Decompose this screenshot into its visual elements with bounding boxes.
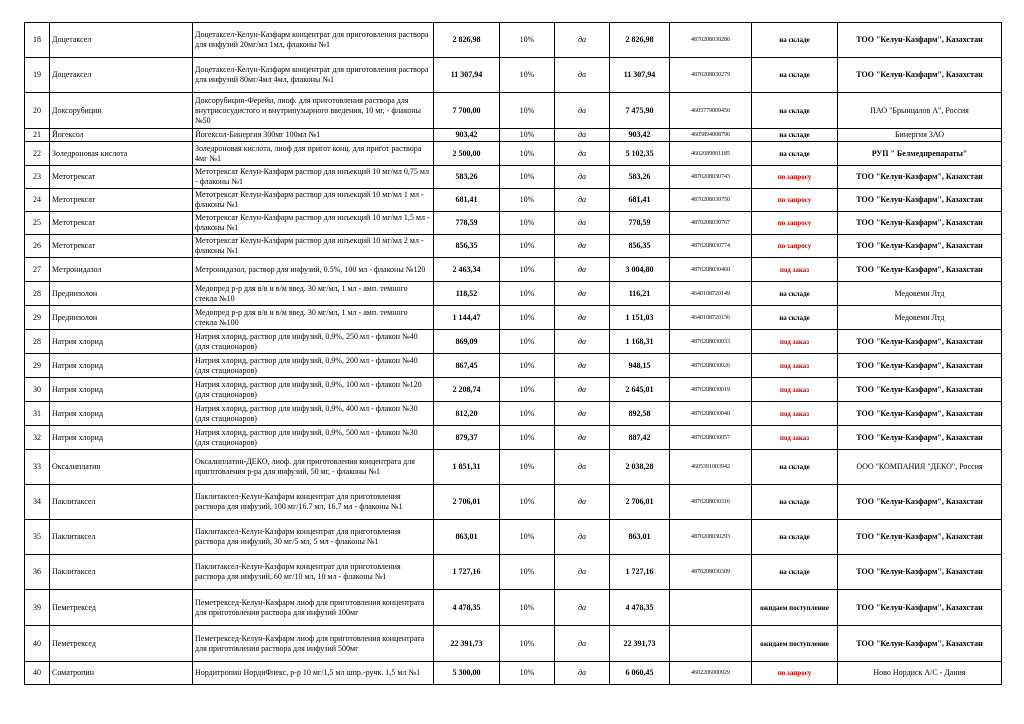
table-row (25, 189, 1002, 212)
drug-description: Метронидазол, раствор для инфузий, 0.5%, 100 мл - флаконы №120 (193, 258, 434, 282)
price-alt: 2 645,01 (610, 378, 670, 402)
drug-description: Доцетаксел-Келун-Казфарм концентрат для приготовления раствора для инфузий 20мг/мл 1мл, флаконы №1 (193, 23, 434, 58)
drug-name: Паклитаксел (50, 485, 193, 520)
manufacturer: ТОО "Келун-Казфарм", Казахстан (838, 354, 1002, 378)
row-number: 35 (25, 520, 50, 555)
barcode: 4870208030019 (670, 378, 752, 402)
manufacturer: ТОО "Келун-Казфарм", Казахстан (838, 520, 1002, 555)
price: 879,37 (434, 426, 500, 450)
price: 2 463,34 (434, 258, 500, 282)
availability-status: под заказ (752, 354, 838, 378)
price: 856,35 (434, 235, 500, 258)
drug-name: Паклитаксел (50, 555, 193, 590)
barcode: 4870208030460 (670, 258, 752, 282)
drug-name: Оксалиплатин (50, 450, 193, 485)
flag: да (555, 212, 610, 235)
drug-name: Паклитаксел (50, 520, 193, 555)
availability-status: по запросу (752, 166, 838, 189)
row-number: 28 (25, 330, 50, 354)
manufacturer: ТОО "Келун-Казфарм", Казахстан (838, 212, 1002, 235)
availability-status: на складе (752, 282, 838, 306)
availability-status: под заказ (752, 330, 838, 354)
table-row (25, 129, 1002, 142)
drug-description: Медопред р-р для в/в и в/м введ. 30 мг/мл, 1 мл - амп. темного стекла №100 (193, 306, 434, 330)
drug-description: Доксорубицин-Ферейн, лиоф. для приготовления раствора для внутрисосудистого и внутрипузырного введения, 10 мг, - флаконы №50 (193, 93, 434, 129)
row-number: 27 (25, 258, 50, 282)
drug-name: Доцетаксел (50, 23, 193, 58)
vat-rate: 10% (500, 590, 555, 626)
row-number: 20 (25, 93, 50, 129)
flag: да (555, 626, 610, 662)
availability-status: по запросу (752, 189, 838, 212)
price-alt: 116,21 (610, 282, 670, 306)
availability-status: под заказ (752, 378, 838, 402)
price: 1 851,31 (434, 450, 500, 485)
price-alt: 903,42 (610, 129, 670, 142)
manufacturer: РУП " Белмедпрепараты" (838, 142, 1002, 166)
price: 1 144,47 (434, 306, 500, 330)
drug-description: Доцетаксел-Келун-Казфарм концентрат для приготовления раствора для инфузий 80мг/4мл 4мл, флаконы №1 (193, 58, 434, 93)
row-number: 33 (25, 450, 50, 485)
table-row (25, 590, 1002, 626)
drug-name: Метотрексат (50, 235, 193, 258)
manufacturer: Медокеми Лтд (838, 306, 1002, 330)
price: 863,01 (434, 520, 500, 555)
row-number: 30 (25, 378, 50, 402)
availability-status: под заказ (752, 426, 838, 450)
drug-description: Метотрексат Келун-Казфарм раствор для инъекций 10 мг/мл 2 мл - флаконы №1 (193, 235, 434, 258)
vat-rate: 10% (500, 166, 555, 189)
manufacturer: ТОО "Келун-Казфарм", Казахстан (838, 166, 1002, 189)
table-row (25, 93, 1002, 129)
price: 1 727,16 (434, 555, 500, 590)
price: 869,09 (434, 330, 500, 354)
drug-name: Натрия хлорид (50, 378, 193, 402)
flag: да (555, 354, 610, 378)
table-row (25, 58, 1002, 93)
drug-description: Натрия хлорид, раствор для инфузий, 0.9%, 250 мл - флакон №40 (для стационаров) (193, 330, 434, 354)
price: 681,41 (434, 189, 500, 212)
drug-name: Доцетаксел (50, 58, 193, 93)
price: 118,52 (434, 282, 500, 306)
row-number: 34 (25, 485, 50, 520)
drug-name: Метронидазол (50, 258, 193, 282)
drug-name: Натрия хлорид (50, 426, 193, 450)
price: 5 300,00 (434, 662, 500, 685)
table-row (25, 485, 1002, 520)
drug-name: Преднизолон (50, 306, 193, 330)
price-alt: 681,41 (610, 189, 670, 212)
drug-name: Натрия хлорид (50, 354, 193, 378)
vat-rate: 10% (500, 402, 555, 426)
drug-description: Йогексол-Бинергия 300мг 100мл №1 (193, 129, 434, 142)
barcode (670, 590, 752, 626)
flag: да (555, 235, 610, 258)
availability-status: по запросу (752, 662, 838, 685)
vat-rate: 10% (500, 555, 555, 590)
flag: да (555, 142, 610, 166)
flag: да (555, 23, 610, 58)
drug-name: Метотрексат (50, 189, 193, 212)
barcode: 4870208030293 (670, 520, 752, 555)
availability-status: на складе (752, 520, 838, 555)
flag: да (555, 166, 610, 189)
row-number: 25 (25, 212, 50, 235)
price: 4 478,35 (434, 590, 500, 626)
vat-rate: 10% (500, 330, 555, 354)
table-row (25, 450, 1002, 485)
table-row (25, 626, 1002, 662)
drug-name: Метотрексат (50, 166, 193, 189)
availability-status: по запросу (752, 235, 838, 258)
row-number: 36 (25, 555, 50, 590)
barcode: 4605894008796 (670, 129, 752, 142)
vat-rate: 10% (500, 235, 555, 258)
flag: да (555, 306, 610, 330)
row-number: 19 (25, 58, 50, 93)
table-row (25, 23, 1002, 58)
barcode: 4870208030774 (670, 235, 752, 258)
drug-description: Паклитаксел-Келун-Казфарм концентрат для приготовления раствора для инфузий, 100 мг/16.7 мл, 16.7 мл - флаконы №1 (193, 485, 434, 520)
manufacturer: ТОО "Келун-Казфарм", Казахстан (838, 590, 1002, 626)
table-row (25, 212, 1002, 235)
drug-description: Натрия хлорид, раствор для инфузий, 0.9%, 100 мл - флакон №120 (для стационаров) (193, 378, 434, 402)
flag: да (555, 330, 610, 354)
drug-name: Преднизолон (50, 282, 193, 306)
manufacturer: ТОО "Келун-Казфарм", Казахстан (838, 235, 1002, 258)
vat-rate: 10% (500, 282, 555, 306)
price-alt: 2 038,28 (610, 450, 670, 485)
drug-name: Золедроновая кислота (50, 142, 193, 166)
drug-name: Пеметрексед (50, 626, 193, 662)
price: 903,42 (434, 129, 500, 142)
drug-name: Натрия хлорид (50, 330, 193, 354)
vat-rate: 10% (500, 485, 555, 520)
flag: да (555, 426, 610, 450)
barcode: 4602689001185 (670, 142, 752, 166)
vat-rate: 10% (500, 189, 555, 212)
price: 11 307,94 (434, 58, 500, 93)
barcode (670, 626, 752, 662)
drug-description: Метотрексат Келун-Казфарм раствор для инъекций 10 мг/мл 1,5 мл - флаконы №1 (193, 212, 434, 235)
price-alt: 5 102,35 (610, 142, 670, 166)
row-number: 32 (25, 426, 50, 450)
price: 2 208,74 (434, 378, 500, 402)
price-alt: 863,01 (610, 520, 670, 555)
vat-rate: 10% (500, 258, 555, 282)
vat-rate: 10% (500, 626, 555, 662)
barcode: 4605391003942 (670, 450, 752, 485)
table-row (25, 555, 1002, 590)
flag: да (555, 485, 610, 520)
manufacturer: ПАО "Брынцалов А", Россия (838, 93, 1002, 129)
manufacturer: ТОО "Келун-Казфарм", Казахстан (838, 626, 1002, 662)
manufacturer: ТОО "Келун-Казфарм", Казахстан (838, 330, 1002, 354)
vat-rate: 10% (500, 426, 555, 450)
drug-description: Оксалиплатин-ДЕКО, лиоф. для приготовления концентрата для приготовления р-ра для инфузий, 50 мг, - флаконы №1 (193, 450, 434, 485)
row-number: 39 (25, 590, 50, 626)
price-alt: 7 475,90 (610, 93, 670, 129)
drug-description: Нордитропин НордиФлекс, р-р 10 мг/1,5 мл шпр.-ручк. 1,5 мл №1 (193, 662, 434, 685)
barcode: 4603779009456 (670, 93, 752, 129)
table-row (25, 402, 1002, 426)
barcode: 4870208030309 (670, 555, 752, 590)
drug-description: Натрия хлорид, раствор для инфузий, 0.9%, 200 мл - флакон №40 (для стационаров) (193, 354, 434, 378)
row-number: 26 (25, 235, 50, 258)
table-row (25, 142, 1002, 166)
row-number: 29 (25, 354, 50, 378)
price-alt: 2 826,98 (610, 23, 670, 58)
flag: да (555, 258, 610, 282)
manufacturer: ТОО "Келун-Казфарм", Казахстан (838, 23, 1002, 58)
vat-rate: 10% (500, 142, 555, 166)
price-alt: 856,35 (610, 235, 670, 258)
drug-description: Золедроновая кислота, лиоф для пригот конц. для пригот раствора 4мг №1 (193, 142, 434, 166)
manufacturer: Ново Нордиск А/С - Дания (838, 662, 1002, 685)
vat-rate: 10% (500, 58, 555, 93)
price-alt: 3 004,80 (610, 258, 670, 282)
flag: да (555, 129, 610, 142)
table-row (25, 258, 1002, 282)
availability-status: на складе (752, 93, 838, 129)
row-number: 31 (25, 402, 50, 426)
manufacturer: ТОО "Келун-Казфарм", Казахстан (838, 426, 1002, 450)
row-number: 18 (25, 23, 50, 58)
barcode: 4640108720149 (670, 282, 752, 306)
row-number: 23 (25, 166, 50, 189)
drug-description: Пеметрексед-Келун-Казфарм лиоф для приготовления концентрата для приготовления раствора для инфузий 500мг (193, 626, 434, 662)
drug-description: Пеметрексед-Келун-Казфарм лиоф для приготовления концентрата для приготовления раствора для инфузий 100мг (193, 590, 434, 626)
price-alt: 778,59 (610, 212, 670, 235)
barcode: 4870208030033 (670, 330, 752, 354)
flag: да (555, 378, 610, 402)
price-alt: 4 478,35 (610, 590, 670, 626)
table-row (25, 520, 1002, 555)
flag: да (555, 189, 610, 212)
availability-status: на складе (752, 555, 838, 590)
drug-description: Метотрексат Келун-Казфарм раствор для инъекций 10 мг/мл 0,75 мл - флаконы №1 (193, 166, 434, 189)
drug-description: Паклитаксел-Келун-Казфарм концентрат для приготовления раствора для инфузий, 60 мг/10 мл, 10 мл - флаконы №1 (193, 555, 434, 590)
flag: да (555, 93, 610, 129)
barcode: 4870208030286 (670, 23, 752, 58)
barcode: 4602206000929 (670, 662, 752, 685)
price-alt: 887,42 (610, 426, 670, 450)
row-number: 40 (25, 662, 50, 685)
flag: да (555, 58, 610, 93)
price-alt: 1 151,03 (610, 306, 670, 330)
flag: да (555, 402, 610, 426)
vat-rate: 10% (500, 93, 555, 129)
manufacturer: ТОО "Келун-Казфарм", Казахстан (838, 402, 1002, 426)
barcode: 4870208030026 (670, 354, 752, 378)
drug-name: Йогексол (50, 129, 193, 142)
drug-description: Метотрексат Келун-Казфарм раствор для инъекций 10 мг/мл 1 мл - флаконы №1 (193, 189, 434, 212)
drug-description: Медопред р-р для в/в и в/м введ. 30 мг/мл, 1 мл - амп. темного стекла №10 (193, 282, 434, 306)
manufacturer: ТОО "Келун-Казфарм", Казахстан (838, 485, 1002, 520)
barcode: 4640108720156 (670, 306, 752, 330)
availability-status: ожидаем поступление (752, 590, 838, 626)
availability-status: под заказ (752, 402, 838, 426)
drug-name: Натрия хлорид (50, 402, 193, 426)
table-row (25, 378, 1002, 402)
flag: да (555, 520, 610, 555)
price: 2 826,98 (434, 23, 500, 58)
price-alt: 1 727,16 (610, 555, 670, 590)
table-row (25, 330, 1002, 354)
row-number: 28 (25, 282, 50, 306)
row-number: 29 (25, 306, 50, 330)
flag: да (555, 282, 610, 306)
price: 2 500,00 (434, 142, 500, 166)
price: 812,20 (434, 402, 500, 426)
availability-status: на складе (752, 306, 838, 330)
price-list-table (24, 22, 1002, 685)
barcode: 4870208030040 (670, 402, 752, 426)
row-number: 21 (25, 129, 50, 142)
flag: да (555, 555, 610, 590)
vat-rate: 10% (500, 520, 555, 555)
manufacturer: Бинергия ЗАО (838, 129, 1002, 142)
manufacturer: ТОО "Келун-Казфарм", Казахстан (838, 258, 1002, 282)
price: 2 706,01 (434, 485, 500, 520)
flag: да (555, 590, 610, 626)
price: 7 700,00 (434, 93, 500, 129)
table-row (25, 166, 1002, 189)
vat-rate: 10% (500, 212, 555, 235)
drug-description: Натрия хлорид, раствор для инфузий, 0.9%, 400 мл - флакон №30 (для стационаров) (193, 402, 434, 426)
manufacturer: ООО "КОМПАНИЯ "ДЕКО", Россия (838, 450, 1002, 485)
availability-status: по запросу (752, 212, 838, 235)
barcode: 4870208030767 (670, 212, 752, 235)
price-alt: 948,15 (610, 354, 670, 378)
drug-name: Соматропин (50, 662, 193, 685)
price-alt: 583,26 (610, 166, 670, 189)
vat-rate: 10% (500, 23, 555, 58)
availability-status: на складе (752, 23, 838, 58)
drug-name: Метотрексат (50, 212, 193, 235)
table-row (25, 235, 1002, 258)
barcode: 4870208030279 (670, 58, 752, 93)
vat-rate: 10% (500, 306, 555, 330)
table-row (25, 282, 1002, 306)
price-alt: 6 060,45 (610, 662, 670, 685)
price: 583,26 (434, 166, 500, 189)
drug-name: Пеметрексед (50, 590, 193, 626)
price-alt: 1 168,31 (610, 330, 670, 354)
manufacturer: ТОО "Келун-Казфарм", Казахстан (838, 189, 1002, 212)
manufacturer: ТОО "Келун-Казфарм", Казахстан (838, 58, 1002, 93)
barcode: 4870208030743 (670, 166, 752, 189)
price-alt: 22 391,73 (610, 626, 670, 662)
manufacturer: ТОО "Келун-Казфарм", Казахстан (838, 555, 1002, 590)
manufacturer: ТОО "Келун-Казфарм", Казахстан (838, 378, 1002, 402)
row-number: 22 (25, 142, 50, 166)
availability-status: на складе (752, 58, 838, 93)
manufacturer: Медокеми Лтд (838, 282, 1002, 306)
barcode: 4870208030057 (670, 426, 752, 450)
price: 22 391,73 (434, 626, 500, 662)
flag: да (555, 662, 610, 685)
flag: да (555, 450, 610, 485)
availability-status: ожидаем поступление (752, 626, 838, 662)
row-number: 24 (25, 189, 50, 212)
availability-status: на складе (752, 129, 838, 142)
table-row (25, 662, 1002, 685)
availability-status: на складе (752, 142, 838, 166)
availability-status: на складе (752, 485, 838, 520)
price: 778,59 (434, 212, 500, 235)
vat-rate: 10% (500, 450, 555, 485)
table-row (25, 306, 1002, 330)
price-alt: 11 307,94 (610, 58, 670, 93)
availability-status: на складе (752, 450, 838, 485)
vat-rate: 10% (500, 378, 555, 402)
barcode: 4870208030750 (670, 189, 752, 212)
drug-description: Паклитаксел-Келун-Казфарм концентрат для приготовления раствора для инфузий, 30 мг/5 мл, 5 мл - флаконы №1 (193, 520, 434, 555)
drug-description: Натрия хлорид, раствор для инфузий, 0.9%, 500 мл - флакон №30 (для стационаров) (193, 426, 434, 450)
row-number: 40 (25, 626, 50, 662)
availability-status: под заказ (752, 258, 838, 282)
vat-rate: 10% (500, 129, 555, 142)
barcode: 4870208030316 (670, 485, 752, 520)
table-row (25, 426, 1002, 450)
price-alt: 892,58 (610, 402, 670, 426)
vat-rate: 10% (500, 354, 555, 378)
vat-rate: 10% (500, 662, 555, 685)
drug-name: Доксорубицин (50, 93, 193, 129)
table-body (25, 23, 1002, 685)
price: 867,45 (434, 354, 500, 378)
table-row (25, 354, 1002, 378)
price-alt: 2 706,01 (610, 485, 670, 520)
